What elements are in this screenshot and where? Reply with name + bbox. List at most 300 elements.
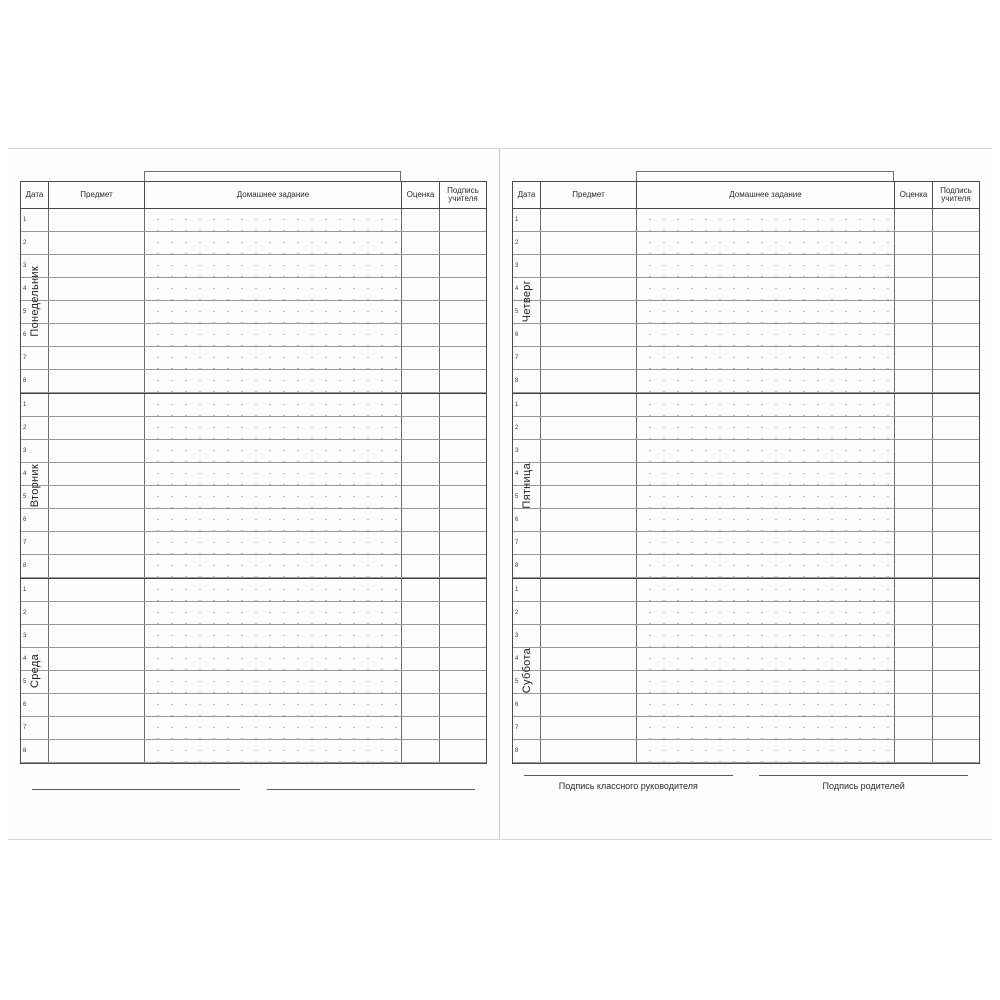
cell-homework[interactable] bbox=[145, 717, 402, 739]
cell-date[interactable] bbox=[513, 394, 541, 416]
cell-mark[interactable] bbox=[402, 324, 440, 346]
cell-teacher-signature[interactable] bbox=[933, 394, 979, 416]
cell-date[interactable] bbox=[21, 463, 49, 485]
cell-teacher-signature[interactable] bbox=[440, 694, 486, 716]
table-row bbox=[513, 486, 979, 509]
cell-date[interactable] bbox=[21, 555, 49, 577]
cell-mark[interactable] bbox=[402, 255, 440, 277]
cell-date[interactable] bbox=[21, 671, 49, 693]
cell-mark[interactable] bbox=[402, 648, 440, 670]
cell-subject[interactable] bbox=[541, 555, 637, 577]
cell-homework[interactable] bbox=[145, 486, 402, 508]
lesson-number: 4 bbox=[515, 471, 519, 477]
cell-date[interactable] bbox=[21, 694, 49, 716]
cell-mark[interactable] bbox=[402, 209, 440, 231]
cell-homework[interactable] bbox=[637, 625, 895, 647]
cell-subject[interactable] bbox=[49, 324, 145, 346]
cell-homework[interactable] bbox=[145, 509, 402, 531]
cell-date[interactable] bbox=[21, 278, 49, 300]
table-row bbox=[513, 671, 979, 694]
cell-mark[interactable] bbox=[895, 255, 933, 277]
table-row bbox=[21, 486, 486, 509]
table-row bbox=[513, 394, 979, 417]
cell-homework[interactable] bbox=[145, 648, 402, 670]
cell-mark[interactable] bbox=[895, 278, 933, 300]
cell-teacher-signature[interactable] bbox=[440, 209, 486, 231]
cell-subject[interactable] bbox=[541, 440, 637, 462]
cell-subject[interactable] bbox=[49, 717, 145, 739]
cell-date[interactable] bbox=[21, 509, 49, 531]
cell-subject[interactable] bbox=[49, 486, 145, 508]
cell-teacher-signature[interactable] bbox=[440, 602, 486, 624]
lesson-number: 5 bbox=[515, 309, 519, 315]
cell-subject[interactable] bbox=[541, 625, 637, 647]
table-row bbox=[21, 579, 486, 602]
cell-subject[interactable] bbox=[541, 694, 637, 716]
cell-homework[interactable] bbox=[145, 463, 402, 485]
table-row bbox=[21, 301, 486, 324]
cell-teacher-signature[interactable] bbox=[933, 694, 979, 716]
day-group bbox=[21, 394, 486, 579]
cell-mark[interactable] bbox=[402, 486, 440, 508]
right-table-header bbox=[512, 181, 980, 209]
table-row bbox=[513, 648, 979, 671]
lesson-number: 1 bbox=[515, 402, 519, 408]
cell-mark[interactable] bbox=[402, 370, 440, 392]
table-row bbox=[513, 532, 979, 555]
cell-subject[interactable] bbox=[49, 532, 145, 554]
cell-teacher-signature[interactable] bbox=[440, 532, 486, 554]
cell-teacher-signature[interactable] bbox=[440, 370, 486, 392]
cell-subject[interactable] bbox=[49, 347, 145, 369]
cell-teacher-signature[interactable] bbox=[933, 740, 979, 762]
cell-homework[interactable] bbox=[637, 278, 895, 300]
cell-teacher-signature[interactable] bbox=[440, 509, 486, 531]
lesson-number: 5 bbox=[23, 309, 27, 315]
cell-teacher-signature[interactable] bbox=[933, 579, 979, 601]
table-row bbox=[21, 347, 486, 370]
table-row bbox=[513, 440, 979, 463]
cell-subject[interactable] bbox=[49, 602, 145, 624]
cell-teacher-signature[interactable] bbox=[933, 370, 979, 392]
cell-homework[interactable] bbox=[145, 301, 402, 323]
parents-signature-line bbox=[759, 775, 968, 777]
cell-subject[interactable] bbox=[541, 301, 637, 323]
cell-date[interactable] bbox=[513, 417, 541, 439]
cell-homework[interactable] bbox=[145, 417, 402, 439]
cell-mark[interactable] bbox=[402, 532, 440, 554]
cell-date[interactable] bbox=[21, 209, 49, 231]
cell-homework[interactable] bbox=[637, 417, 895, 439]
cell-mark[interactable] bbox=[895, 209, 933, 231]
cell-mark[interactable] bbox=[895, 740, 933, 762]
cell-mark[interactable] bbox=[402, 301, 440, 323]
table-row bbox=[21, 740, 486, 763]
cell-date[interactable] bbox=[513, 625, 541, 647]
cell-homework[interactable] bbox=[145, 740, 402, 762]
cell-mark[interactable] bbox=[402, 671, 440, 693]
cell-subject[interactable] bbox=[541, 394, 637, 416]
cell-mark[interactable] bbox=[895, 717, 933, 739]
cell-date[interactable] bbox=[21, 717, 49, 739]
table-row bbox=[21, 532, 486, 555]
cell-date[interactable] bbox=[513, 440, 541, 462]
cell-teacher-signature[interactable] bbox=[440, 440, 486, 462]
cell-subject[interactable] bbox=[541, 579, 637, 601]
cell-homework[interactable] bbox=[145, 694, 402, 716]
header-homework: Домашнее задание bbox=[637, 182, 895, 208]
homework-top-rule bbox=[144, 171, 401, 181]
lesson-number: 6 bbox=[515, 702, 519, 708]
cell-mark[interactable] bbox=[402, 278, 440, 300]
table-row bbox=[21, 602, 486, 625]
cell-date[interactable] bbox=[513, 486, 541, 508]
cell-date[interactable] bbox=[513, 555, 541, 577]
day-group bbox=[21, 209, 486, 394]
cell-mark[interactable] bbox=[402, 440, 440, 462]
cell-subject[interactable] bbox=[541, 717, 637, 739]
cell-teacher-signature[interactable] bbox=[933, 555, 979, 577]
cell-homework[interactable] bbox=[145, 232, 402, 254]
cell-mark[interactable] bbox=[895, 324, 933, 346]
cell-teacher-signature[interactable] bbox=[933, 324, 979, 346]
header-date: Дата bbox=[513, 182, 541, 208]
cell-subject[interactable] bbox=[49, 440, 145, 462]
header-subject: Предмет bbox=[49, 182, 145, 208]
cell-teacher-signature[interactable] bbox=[440, 255, 486, 277]
cell-date[interactable] bbox=[513, 717, 541, 739]
cell-subject[interactable] bbox=[49, 671, 145, 693]
cell-homework[interactable] bbox=[145, 532, 402, 554]
cell-date[interactable] bbox=[513, 671, 541, 693]
cell-mark[interactable] bbox=[402, 602, 440, 624]
cell-mark[interactable] bbox=[402, 509, 440, 531]
cell-date[interactable] bbox=[21, 324, 49, 346]
table-row bbox=[21, 255, 486, 278]
cell-date[interactable] bbox=[513, 301, 541, 323]
left-footer-line-2 bbox=[267, 789, 475, 791]
cell-subject[interactable] bbox=[541, 232, 637, 254]
cell-mark[interactable] bbox=[402, 579, 440, 601]
cell-teacher-signature[interactable] bbox=[440, 671, 486, 693]
cell-date[interactable] bbox=[21, 740, 49, 762]
cell-teacher-signature[interactable] bbox=[440, 648, 486, 670]
cell-subject[interactable] bbox=[49, 694, 145, 716]
cell-date[interactable] bbox=[513, 463, 541, 485]
cell-homework[interactable] bbox=[145, 370, 402, 392]
cell-mark[interactable] bbox=[402, 625, 440, 647]
lesson-number: 3 bbox=[23, 263, 27, 269]
cell-mark[interactable] bbox=[895, 532, 933, 554]
cell-mark[interactable] bbox=[895, 671, 933, 693]
cell-teacher-signature[interactable] bbox=[440, 740, 486, 762]
cell-teacher-signature[interactable] bbox=[933, 232, 979, 254]
cell-homework[interactable] bbox=[637, 394, 895, 416]
cell-homework[interactable] bbox=[637, 440, 895, 462]
header-signature-line1: Подпись bbox=[447, 185, 479, 195]
lesson-number: 8 bbox=[515, 378, 519, 384]
cell-date[interactable] bbox=[513, 509, 541, 531]
cell-subject[interactable] bbox=[49, 394, 145, 416]
cell-date[interactable] bbox=[513, 648, 541, 670]
cell-mark[interactable] bbox=[895, 417, 933, 439]
lesson-number: 4 bbox=[515, 286, 519, 292]
lesson-number: 8 bbox=[23, 748, 27, 754]
cell-homework[interactable] bbox=[637, 463, 895, 485]
cell-date[interactable] bbox=[513, 255, 541, 277]
cell-date[interactable] bbox=[513, 278, 541, 300]
cell-teacher-signature[interactable] bbox=[440, 278, 486, 300]
cell-mark[interactable] bbox=[402, 463, 440, 485]
cell-date[interactable] bbox=[21, 532, 49, 554]
lesson-number: 7 bbox=[23, 725, 27, 731]
cell-homework[interactable] bbox=[145, 671, 402, 693]
lesson-number: 3 bbox=[515, 448, 519, 454]
lesson-number: 8 bbox=[515, 748, 519, 754]
cell-homework[interactable] bbox=[637, 532, 895, 554]
cell-date[interactable] bbox=[21, 394, 49, 416]
cell-subject[interactable] bbox=[49, 301, 145, 323]
lesson-number: 4 bbox=[23, 286, 27, 292]
cell-teacher-signature[interactable] bbox=[440, 463, 486, 485]
cell-teacher-signature[interactable] bbox=[933, 278, 979, 300]
cell-homework[interactable] bbox=[637, 301, 895, 323]
cell-date[interactable] bbox=[513, 324, 541, 346]
cell-teacher-signature[interactable] bbox=[440, 301, 486, 323]
header-subject: Предмет bbox=[541, 182, 637, 208]
cell-homework[interactable] bbox=[637, 370, 895, 392]
lesson-number: 1 bbox=[23, 217, 27, 223]
cell-homework[interactable] bbox=[637, 209, 895, 231]
table-row bbox=[513, 602, 979, 625]
cell-homework[interactable] bbox=[145, 440, 402, 462]
cell-homework[interactable] bbox=[637, 694, 895, 716]
cell-mark[interactable] bbox=[895, 232, 933, 254]
cell-homework[interactable] bbox=[637, 740, 895, 762]
lesson-number: 8 bbox=[515, 563, 519, 569]
cell-teacher-signature[interactable] bbox=[440, 717, 486, 739]
cell-subject[interactable] bbox=[49, 209, 145, 231]
cell-teacher-signature[interactable] bbox=[933, 648, 979, 670]
cell-homework[interactable] bbox=[145, 394, 402, 416]
cell-mark[interactable] bbox=[402, 394, 440, 416]
cell-teacher-signature[interactable] bbox=[933, 255, 979, 277]
cell-mark[interactable] bbox=[895, 509, 933, 531]
cell-homework[interactable] bbox=[145, 625, 402, 647]
cell-date[interactable] bbox=[513, 602, 541, 624]
cell-subject[interactable] bbox=[49, 579, 145, 601]
cell-mark[interactable] bbox=[895, 625, 933, 647]
cell-teacher-signature[interactable] bbox=[440, 555, 486, 577]
cell-homework[interactable] bbox=[145, 278, 402, 300]
lesson-number: 4 bbox=[515, 656, 519, 662]
cell-subject[interactable] bbox=[49, 370, 145, 392]
cell-mark[interactable] bbox=[895, 463, 933, 485]
cell-date[interactable] bbox=[21, 370, 49, 392]
cell-date[interactable] bbox=[513, 579, 541, 601]
cell-homework[interactable] bbox=[637, 232, 895, 254]
cell-mark[interactable] bbox=[895, 579, 933, 601]
cell-subject[interactable] bbox=[541, 486, 637, 508]
cell-date[interactable] bbox=[513, 370, 541, 392]
cell-teacher-signature[interactable] bbox=[440, 347, 486, 369]
cell-subject[interactable] bbox=[49, 232, 145, 254]
cell-subject[interactable] bbox=[49, 278, 145, 300]
cell-subject[interactable] bbox=[49, 255, 145, 277]
cell-date[interactable] bbox=[21, 347, 49, 369]
cell-mark[interactable] bbox=[402, 347, 440, 369]
cell-teacher-signature[interactable] bbox=[933, 532, 979, 554]
cell-teacher-signature[interactable] bbox=[440, 625, 486, 647]
cell-date[interactable] bbox=[513, 532, 541, 554]
cell-mark[interactable] bbox=[402, 232, 440, 254]
lesson-number: 1 bbox=[23, 402, 27, 408]
table-row bbox=[513, 301, 979, 324]
cell-date[interactable] bbox=[513, 694, 541, 716]
cell-homework[interactable] bbox=[145, 209, 402, 231]
cell-homework[interactable] bbox=[637, 509, 895, 531]
table-row bbox=[21, 509, 486, 532]
cell-mark[interactable] bbox=[402, 740, 440, 762]
cell-subject[interactable] bbox=[541, 324, 637, 346]
cell-subject[interactable] bbox=[49, 648, 145, 670]
lesson-number: 8 bbox=[23, 563, 27, 569]
cell-homework[interactable] bbox=[637, 486, 895, 508]
cell-date[interactable] bbox=[21, 602, 49, 624]
cell-homework[interactable] bbox=[637, 255, 895, 277]
cell-mark[interactable] bbox=[895, 602, 933, 624]
cell-mark[interactable] bbox=[402, 717, 440, 739]
cell-subject[interactable] bbox=[49, 740, 145, 762]
cell-date[interactable] bbox=[513, 232, 541, 254]
cell-homework[interactable] bbox=[637, 579, 895, 601]
cell-homework[interactable] bbox=[145, 347, 402, 369]
cell-mark[interactable] bbox=[895, 694, 933, 716]
table-row bbox=[513, 255, 979, 278]
cell-subject[interactable] bbox=[541, 209, 637, 231]
cell-subject[interactable] bbox=[49, 555, 145, 577]
cell-homework[interactable] bbox=[145, 255, 402, 277]
cell-date[interactable] bbox=[21, 486, 49, 508]
cell-homework[interactable] bbox=[637, 324, 895, 346]
cell-homework[interactable] bbox=[637, 648, 895, 670]
cell-homework[interactable] bbox=[637, 602, 895, 624]
cell-date[interactable] bbox=[21, 232, 49, 254]
cell-date[interactable] bbox=[21, 255, 49, 277]
cell-subject[interactable] bbox=[541, 648, 637, 670]
cell-teacher-signature[interactable] bbox=[933, 625, 979, 647]
cell-teacher-signature[interactable] bbox=[933, 209, 979, 231]
cell-mark[interactable] bbox=[895, 648, 933, 670]
cell-homework[interactable] bbox=[637, 717, 895, 739]
cell-subject[interactable] bbox=[49, 463, 145, 485]
cell-teacher-signature[interactable] bbox=[933, 417, 979, 439]
cell-teacher-signature[interactable] bbox=[933, 486, 979, 508]
cell-teacher-signature[interactable] bbox=[933, 509, 979, 531]
cell-homework[interactable] bbox=[145, 602, 402, 624]
cell-date[interactable] bbox=[513, 740, 541, 762]
cell-date[interactable] bbox=[21, 579, 49, 601]
cell-mark[interactable] bbox=[895, 555, 933, 577]
cell-subject[interactable] bbox=[541, 278, 637, 300]
day-label-text: Суббота bbox=[521, 648, 533, 694]
cell-subject[interactable] bbox=[49, 417, 145, 439]
cell-mark[interactable] bbox=[895, 301, 933, 323]
cell-date[interactable] bbox=[21, 301, 49, 323]
cell-mark[interactable] bbox=[402, 694, 440, 716]
cell-subject[interactable] bbox=[541, 370, 637, 392]
left-table-body bbox=[20, 209, 487, 764]
cell-teacher-signature[interactable] bbox=[440, 324, 486, 346]
cell-subject[interactable] bbox=[541, 602, 637, 624]
cell-mark[interactable] bbox=[895, 370, 933, 392]
cell-mark[interactable] bbox=[895, 486, 933, 508]
cell-subject[interactable] bbox=[541, 463, 637, 485]
cell-teacher-signature[interactable] bbox=[440, 394, 486, 416]
lesson-number: 5 bbox=[23, 679, 27, 685]
page-left bbox=[8, 149, 500, 839]
cell-date[interactable] bbox=[513, 209, 541, 231]
cell-mark[interactable] bbox=[895, 394, 933, 416]
cell-subject[interactable] bbox=[49, 509, 145, 531]
lesson-number: 4 bbox=[23, 656, 27, 662]
homework-top-rule-right bbox=[636, 171, 894, 181]
cell-mark[interactable] bbox=[895, 347, 933, 369]
cell-subject[interactable] bbox=[49, 625, 145, 647]
cell-subject[interactable] bbox=[541, 417, 637, 439]
cell-teacher-signature[interactable] bbox=[933, 671, 979, 693]
lesson-number: 2 bbox=[515, 240, 519, 246]
cell-subject[interactable] bbox=[541, 532, 637, 554]
cell-teacher-signature[interactable] bbox=[440, 486, 486, 508]
lesson-number: 7 bbox=[23, 355, 27, 361]
cell-subject[interactable] bbox=[541, 509, 637, 531]
cell-homework[interactable] bbox=[637, 555, 895, 577]
cell-homework[interactable] bbox=[637, 671, 895, 693]
cell-homework[interactable] bbox=[145, 324, 402, 346]
cell-mark[interactable] bbox=[402, 555, 440, 577]
cell-date[interactable] bbox=[513, 347, 541, 369]
cell-date[interactable] bbox=[21, 625, 49, 647]
cell-subject[interactable] bbox=[541, 740, 637, 762]
day-label-text: Понедельник bbox=[29, 265, 41, 337]
table-row bbox=[513, 694, 979, 717]
cell-date[interactable] bbox=[21, 417, 49, 439]
cell-teacher-signature[interactable] bbox=[933, 463, 979, 485]
cell-teacher-signature[interactable] bbox=[933, 440, 979, 462]
cell-mark[interactable] bbox=[895, 440, 933, 462]
cell-teacher-signature[interactable] bbox=[440, 579, 486, 601]
cell-teacher-signature[interactable] bbox=[440, 232, 486, 254]
cell-teacher-signature[interactable] bbox=[933, 301, 979, 323]
cell-subject[interactable] bbox=[541, 255, 637, 277]
cell-mark[interactable] bbox=[402, 417, 440, 439]
cell-teacher-signature[interactable] bbox=[933, 717, 979, 739]
cell-subject[interactable] bbox=[541, 671, 637, 693]
cell-teacher-signature[interactable] bbox=[440, 417, 486, 439]
cell-teacher-signature[interactable] bbox=[933, 347, 979, 369]
cell-date[interactable] bbox=[21, 440, 49, 462]
cell-homework[interactable] bbox=[145, 579, 402, 601]
cell-homework[interactable] bbox=[145, 555, 402, 577]
cell-homework[interactable] bbox=[637, 347, 895, 369]
cell-subject[interactable] bbox=[541, 347, 637, 369]
table-row bbox=[21, 717, 486, 740]
table-row bbox=[513, 370, 979, 393]
cell-teacher-signature[interactable] bbox=[933, 602, 979, 624]
lesson-number: 5 bbox=[515, 494, 519, 500]
cell-date[interactable] bbox=[21, 648, 49, 670]
